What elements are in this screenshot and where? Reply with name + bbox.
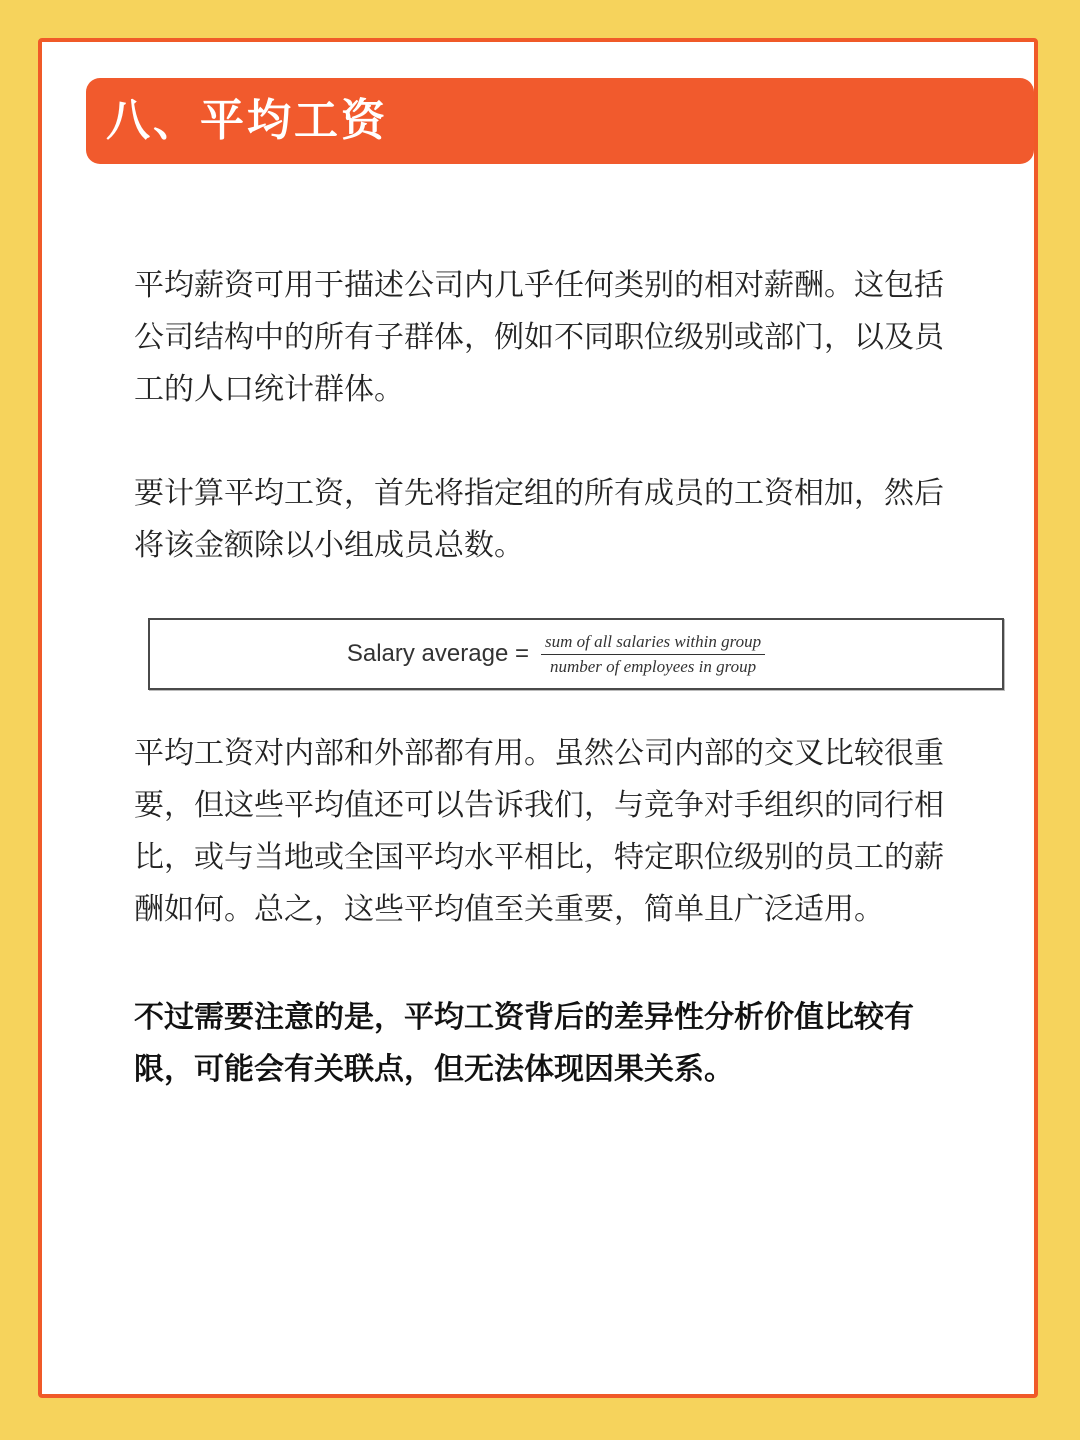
paragraph-usefulness: 平均工资对内部和外部都有用。虽然公司内部的交叉比较很重要，但这些平均值还可以告诉我们，与竞争对手组织的同行相比，或与当地或全国平均水平相比，特定职位级别的员工的薪酬如何。总之，这些平均值至关重要，简单且广泛适用。 (134, 736, 944, 927)
paragraph-calculation: 要计算平均工资，首先将指定组的所有成员的工资相加，然后将该金额除以小组成员总数。 (134, 476, 944, 563)
formula-label: Salary average = (346, 640, 529, 667)
section-header (86, 78, 1034, 164)
formula-denominator: number of employees in group (549, 656, 757, 676)
content-card (38, 38, 1038, 1398)
paragraph-intro: 平均薪资可用于描述公司内几乎任何类别的相对薪酬。这包括公司结构中的所有子群体，例如不同职位级别或部门，以及员工的人口统计群体。 (134, 268, 944, 407)
formula-image (148, 618, 1004, 690)
formula-fraction (541, 632, 765, 677)
section-title: 八、平均工资 (106, 95, 388, 146)
paragraph-caveat: 不过需要注意的是，平均工资背后的差异性分析价值比较有限，可能会有关联点，但无法体现因果关系。 (134, 1000, 914, 1087)
formula-numerator: sum of all salaries within group (541, 632, 765, 655)
